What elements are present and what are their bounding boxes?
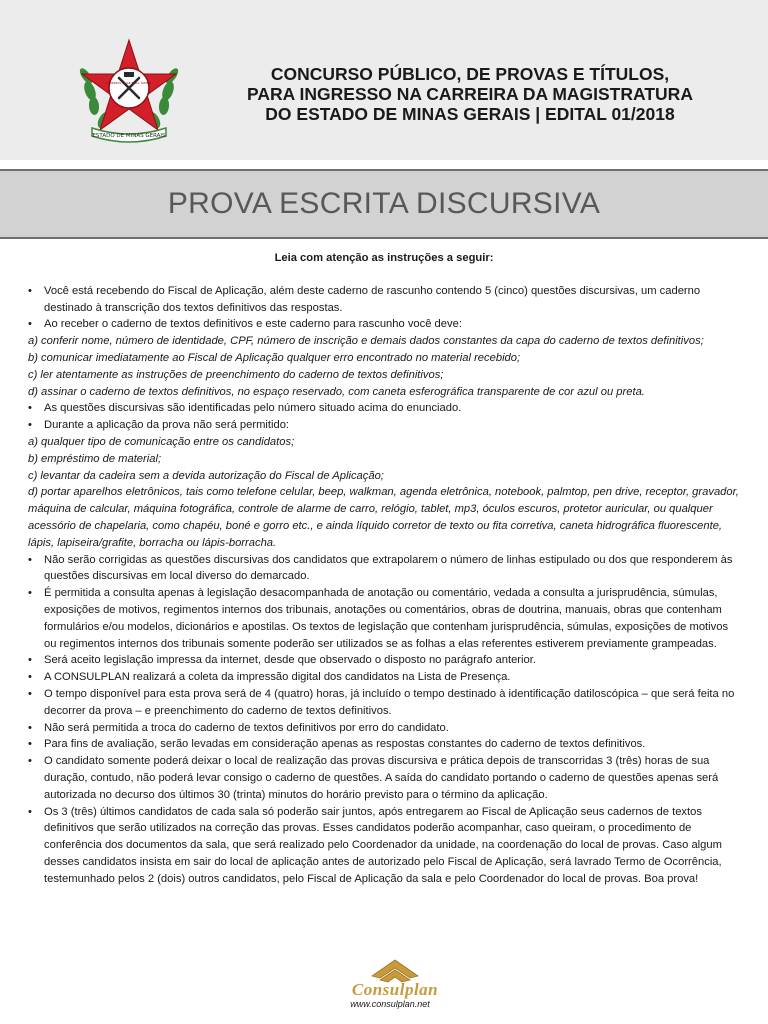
instruction-bullet: • Ao receber o caderno de textos definitivos e este caderno para rascunho você deve: xyxy=(28,316,740,333)
instruction-subitem: b) empréstimo de material; xyxy=(28,452,162,465)
minas-gerais-emblem-icon xyxy=(70,36,188,146)
instruction-bullet: • As questões discursivas são identificadas pelo número situado acima do enunciado. xyxy=(28,400,740,417)
instruction-bullet: • O candidato somente poderá deixar o local de realização das provas discursiva e prática depois de transcorridas 3 (três) horas de sua duração, contudo, não poderá levar consigo o caderno de questões. A saída do candidato portando o caderno de questões apenas será autorizada no decurso dos últimos 30 (trinta) minutos do horário previsto para o término da aplicação. xyxy=(28,753,740,803)
emblem-motto-text: LIBERTAS QUAE SERA TAMEN xyxy=(107,81,151,85)
instruction-bullet: • Para fins de avaliação, serão levadas em consideração apenas as respostas constantes do caderno de textos definitivos. xyxy=(28,736,740,753)
instruction-subitem: c) ler atentamente as instruções de preenchimento do caderno de textos definitivos; xyxy=(28,368,444,381)
instruction-bullet: • Será aceito legislação impressa da internet, desde que observado o disposto no parágrafo anterior. xyxy=(28,652,740,669)
instruction-bullet: • É permitida a consulta apenas à legislação desacompanhada de anotação ou comentário, vedada a consulta a jurisprudência, súmulas, exposições de motivos, regimentos internos dos tribunais, anotações ou comentários, obras de doutrina, manuais, obras que contenham formulários e/ou modelos, dicionários e apostilas. Os textos de legislação que contenham jurisprudência, súmulas, exposições de motivos ou regimentos internos dos tribunais somente poderão ser utilizados se as folhas a elas referentes estiverem previamente grampeadas. xyxy=(28,585,740,652)
document-header xyxy=(0,0,768,160)
contest-title xyxy=(200,64,740,124)
instruction-bullet: • Não será permitida a troca do caderno de textos definitivos por erro do candidato. xyxy=(28,720,740,737)
instruction-subitem: d) portar aparelhos eletrônicos, tais como telefone celular, beep, walkman, agenda eletrônica, notebook, palmtop, pen drive, receptor, gravador, máquina de calcular, máquina fotográfica, controle de alarme de carro, relógio, tablet, mp3, óculos escuros, protetor auricular, ou qualquer acessório de chapelaria, como chapéu, boné e gorro etc., e ainda líquido corretor de texto ou fita corretiva, caneta hidrográfica fluorescente, lápis, lapiseira/grafite, borracha ou lápis-borracha. xyxy=(28,486,739,549)
instruction-subitem: a) conferir nome, número de identidade, CPF, número de inscrição e demais dados constantes da capa do caderno de textos definitivos; xyxy=(28,335,704,348)
instruction-subitem: d) assinar o caderno de textos definitivos, no espaço reservado, com caneta esferográfica transparente de cor azul ou preta. xyxy=(28,385,645,398)
instruction-bullet: • O tempo disponível para esta prova será de 4 (quatro) horas, já incluído o tempo destinado à identificação datiloscópica – que será feita no decorrer da prova – e preenchimento do caderno de textos definitivos. xyxy=(28,686,740,720)
instructions-heading: Leia com atenção as instruções a seguir: xyxy=(274,252,494,264)
instructions-section xyxy=(28,250,740,887)
contest-title-line-2: PARA INGRESSO NA CARREIRA DA MAGISTRATURA xyxy=(247,84,693,104)
instruction-bullet: • A CONSULPLAN realizará a coleta da impressão digital dos candidatos na Lista de Presença. xyxy=(28,669,740,686)
contest-title-line-3: DO ESTADO DE MINAS GERAIS | EDITAL 01/2018 xyxy=(265,104,675,124)
instruction-subitem: a) qualquer tipo de comunicação entre os candidatos; xyxy=(28,435,295,448)
consulplan-brand: Consulplan xyxy=(351,980,439,999)
consulplan-url: www.consulplan.net xyxy=(350,999,430,1009)
exam-title-band xyxy=(0,169,768,239)
instruction-list xyxy=(28,283,740,888)
instruction-subitem: b) comunicar imediatamente ao Fiscal de Aplicação qualquer erro encontrado no material recebido; xyxy=(28,351,521,364)
instruction-bullet: • Não serão corrigidas as questões discursivas dos candidatos que extrapolarem o número de linhas estipulado ou dos que responderem às questões discursivas em local diverso do demarcado. xyxy=(28,552,740,586)
contest-title-line-1: CONCURSO PÚBLICO, DE PROVAS E TÍTULOS, xyxy=(270,64,670,84)
instruction-bullet: • Você está recebendo do Fiscal de Aplicação, além deste caderno de rascunho contendo 5 (cinco) questões discursivas, um caderno destinado à transcrição dos textos definitivos das respostas. xyxy=(28,283,740,317)
exam-title: PROVA ESCRITA DISCURSIVA xyxy=(167,187,601,220)
instruction-bullet: • Durante a aplicação da prova não será permitido: xyxy=(28,417,740,434)
instruction-subitem: c) levantar da cadeira sem a devida autorização do Fiscal de Aplicação; xyxy=(28,469,384,482)
instruction-bullet: • Os 3 (três) últimos candidatos de cada sala só poderão sair juntos, após entregarem ao Fiscal de Aplicação seus cadernos de textos definitivos que serão utilizados na correção das provas. Esses candidatos poderão acompanhar, caso queiram, o procedimento de conferência dos documentos da sala, que será realizado pelo Coordenador da unidade, na coordenação do local de provas. Caso algum desses candidatos insista em sair do local de aplicação antes de autorizado pelo Fiscal de Aplicação, será lavrado Termo de Ocorrência, testemunhado pelos 2 (dois) outros candidatos, pelo Fiscal de Aplicação da sala e pelo Coordenador do local de provas. Boa prova! xyxy=(28,804,740,888)
emblem-banner-text: ESTADO DE MINAS GERAIS xyxy=(92,133,166,139)
